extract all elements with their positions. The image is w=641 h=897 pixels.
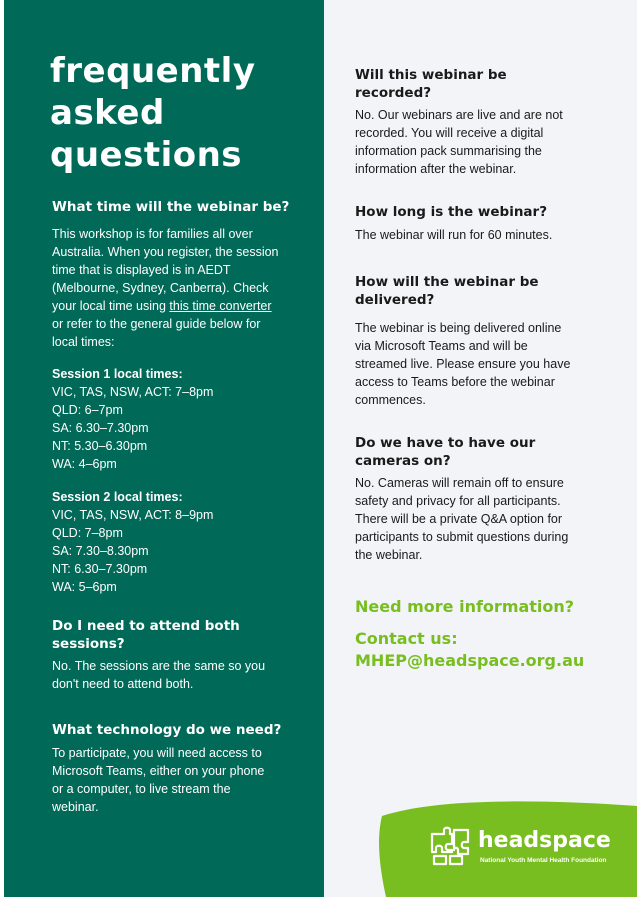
- title-line: asked: [50, 93, 165, 133]
- logo-wordmark: headspace: [478, 828, 611, 853]
- session-time-row: NT: 6.30–7.30pm: [52, 562, 148, 576]
- faq-question-duration: How long is the webinar?: [355, 204, 548, 220]
- answer-line: information pack summarising the: [355, 144, 542, 158]
- answer-line: or refer to the general guide below for: [52, 317, 261, 331]
- answer-line: To participate, you will need access to: [52, 746, 262, 760]
- session-time-row: VIC, TAS, NSW, ACT: 7–8pm: [52, 385, 214, 399]
- session-time-row: SA: 6.30–7.30pm: [52, 421, 149, 435]
- title-line: questions: [50, 135, 243, 175]
- answer-line: There will be a private Q&A option for: [355, 512, 563, 526]
- session-2-title: Session 2 local times:: [52, 490, 183, 504]
- session-time-row: SA: 7.30–8.30pm: [52, 544, 149, 558]
- answer-line: Microsoft Teams, either on your phone: [52, 764, 265, 778]
- question-line: delivered?: [355, 292, 435, 308]
- answer-line-prefix: your local time using: [52, 299, 170, 313]
- headspace-puzzle-icon: [428, 826, 472, 866]
- session-time-row: VIC, TAS, NSW, ACT: 8–9pm: [52, 508, 214, 522]
- answer-line: access to Teams before the webinar: [355, 375, 555, 389]
- answer-line: The webinar is being delivered online: [355, 321, 562, 335]
- answer-line: The webinar will run for 60 minutes.: [355, 228, 553, 242]
- answer-line: time that is displayed is in AEDT: [52, 263, 231, 277]
- question-line: cameras on?: [355, 453, 451, 469]
- answer-line: local times:: [52, 335, 115, 349]
- session-time-row: QLD: 7–8pm: [52, 526, 123, 540]
- answer-line: No. Cameras will remain off to ensure: [355, 476, 564, 490]
- question-line: How will the webinar be: [355, 274, 539, 290]
- answer-line: or a computer, to live stream the: [52, 782, 231, 796]
- answer-line: participants to submit questions during: [355, 530, 569, 544]
- session-time-row: WA: 4–6pm: [52, 457, 117, 471]
- answer-line: webinar.: [52, 800, 99, 814]
- answer-line: (Melbourne, Sydney, Canberra). Check: [52, 281, 269, 295]
- answer-line: This workshop is for families all over: [52, 227, 253, 241]
- question-line: Will this webinar be: [355, 67, 507, 83]
- session-time-row: QLD: 6–7pm: [52, 403, 123, 417]
- contact-us-heading: Contact us:: [355, 629, 458, 648]
- answer-line: the webinar.: [355, 548, 423, 562]
- question-line: Do we have to have our: [355, 435, 536, 451]
- answer-line: No. Our webinars are live and are not: [355, 108, 563, 122]
- title-line: frequently: [50, 51, 256, 91]
- session-time-row: NT: 5.30–6.30pm: [52, 439, 148, 453]
- faq-question-technology: What technology do we need?: [52, 722, 282, 738]
- answer-line: information after the webinar.: [355, 162, 517, 176]
- question-line: sessions?: [52, 636, 125, 652]
- answer-line: via Microsoft Teams and will be: [355, 339, 528, 353]
- answer-line: safety and privacy for all participants.: [355, 494, 561, 508]
- question-line: recorded?: [355, 85, 432, 101]
- answer-line: No. The sessions are the same so you: [52, 659, 266, 673]
- answer-line: streamed live. Please ensure you have: [355, 357, 571, 371]
- logo-tagline: National Youth Mental Health Foundation: [480, 857, 607, 864]
- answer-line: don't need to attend both.: [52, 677, 194, 691]
- answer-line: Australia. When you register, the session: [52, 245, 279, 259]
- session-1-title: Session 1 local times:: [52, 367, 183, 381]
- answer-line: commences.: [355, 393, 426, 407]
- faq-question-webinar-time: What time will the webinar be?: [52, 199, 290, 215]
- question-line: Do I need to attend both: [52, 618, 240, 634]
- contact-email-link[interactable]: MHEP@headspace.org.au: [355, 651, 585, 670]
- need-more-info-heading: Need more information?: [355, 597, 575, 616]
- answer-line: recorded. You will receive a digital: [355, 126, 544, 140]
- time-converter-link[interactable]: this time converter: [169, 299, 272, 313]
- session-time-row: WA: 5–6pm: [52, 580, 117, 594]
